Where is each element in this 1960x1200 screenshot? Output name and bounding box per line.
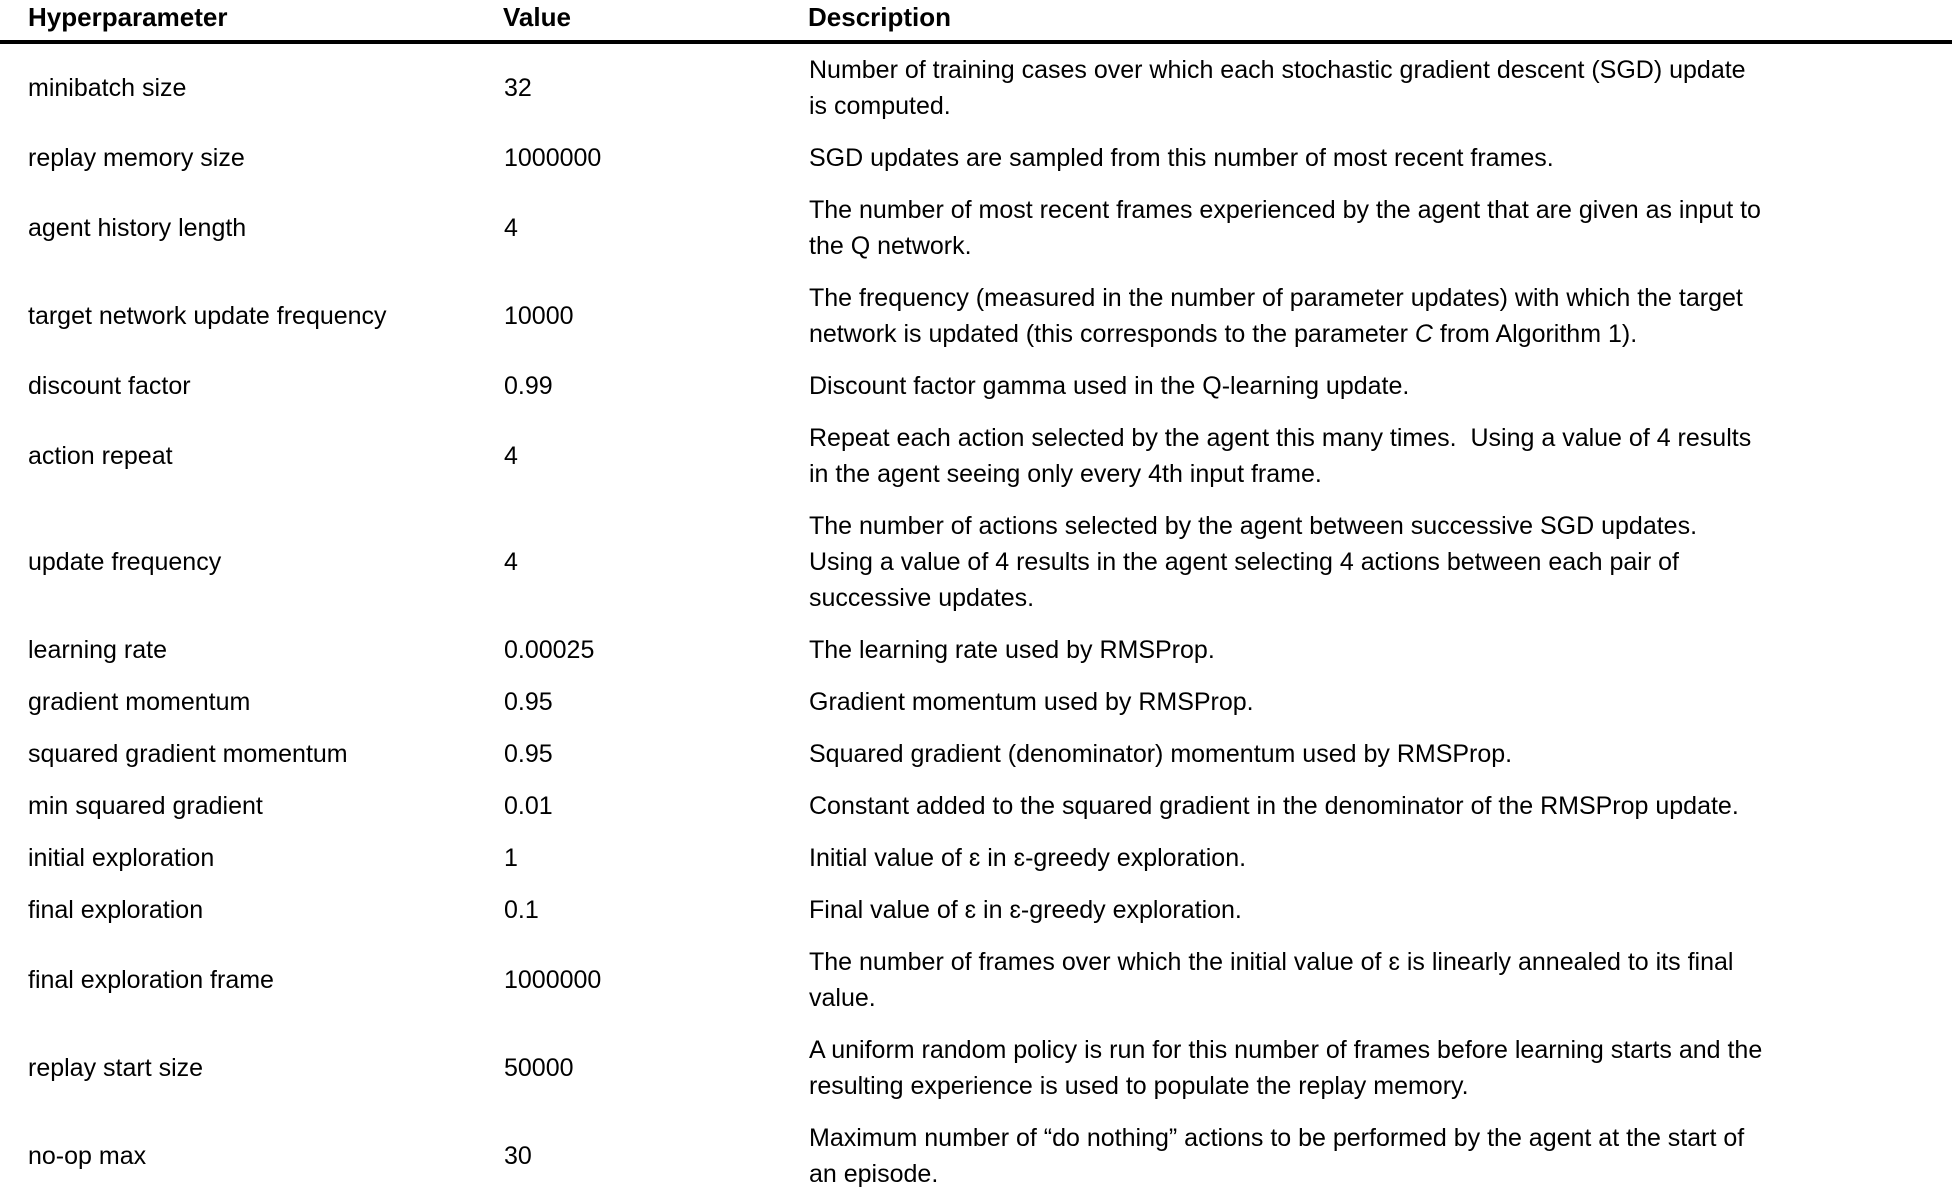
hyperparameter-cell: gradient momentum <box>28 688 251 716</box>
hyperparameter-cell: agent history length <box>28 214 247 242</box>
table-row <box>0 676 1952 728</box>
column-header-value: Value <box>503 2 808 42</box>
hyperparameter-cell: final exploration frame <box>28 966 274 994</box>
description-cell <box>808 728 1952 780</box>
value-cell: 32 <box>504 74 532 102</box>
description-line: Repeat each action selected by the agent this many times. Using a value of 4 results <box>809 424 1752 452</box>
value-cell: 1000000 <box>504 966 602 994</box>
table-row <box>0 1024 1952 1112</box>
value-cell: 50000 <box>504 1054 574 1082</box>
column-header-description: Description <box>808 2 1952 42</box>
value-cell: 10000 <box>504 302 574 330</box>
description-cell <box>808 272 1952 360</box>
table-row <box>0 884 1952 936</box>
description-line: Squared gradient (denominator) momentum used by RMSProp. <box>809 740 1513 768</box>
description-line: Final value of ɛ in ɛ-greedy exploration. <box>809 896 1242 924</box>
description-line: SGD updates are sampled from this number of most recent frames. <box>809 144 1554 172</box>
description-line: A uniform random policy is run for this number of frames before learning starts and the <box>809 1036 1763 1064</box>
table-row <box>0 624 1952 676</box>
value-cell: 0.99 <box>504 372 553 400</box>
table-row <box>0 132 1952 184</box>
hyperparameter-cell: discount factor <box>28 372 191 400</box>
value-cell: 0.01 <box>504 792 553 820</box>
value-cell: 0.1 <box>504 896 539 924</box>
value-cell: 1000000 <box>504 144 602 172</box>
description-cell <box>808 884 1952 936</box>
description-line: Constant added to the squared gradient in the denominator of the RMSProp update. <box>809 792 1739 820</box>
description-line: Gradient momentum used by RMSProp. <box>809 688 1254 716</box>
description-cell <box>808 1024 1952 1112</box>
description-line: network is updated (this corresponds to the parameter C from Algorithm 1). <box>809 320 1638 348</box>
description-line: Number of training cases over which each stochastic gradient descent (SGD) update <box>809 56 1746 84</box>
description-line: in the agent seeing only every 4th input frame. <box>809 460 1322 488</box>
description-cell <box>808 42 1952 132</box>
table-row <box>0 832 1952 884</box>
description-line: Using a value of 4 results in the agent selecting 4 actions between each pair of <box>809 548 1679 576</box>
description-line: Maximum number of “do nothing” actions to be performed by the agent at the start of <box>809 1124 1745 1152</box>
table-row <box>0 42 1952 132</box>
value-cell: 0.95 <box>504 740 553 768</box>
description-line: Initial value of ɛ in ɛ-greedy exploration. <box>809 844 1247 872</box>
description-line: Discount factor gamma used in the Q-learning update. <box>809 372 1410 400</box>
description-cell <box>808 500 1952 624</box>
description-cell <box>808 832 1952 884</box>
description-line: value. <box>809 984 876 1012</box>
description-line: resulting experience is used to populate the replay memory. <box>809 1072 1469 1100</box>
hyperparameter-cell: replay memory size <box>28 144 245 172</box>
table-row <box>0 412 1952 500</box>
value-cell: 0.00025 <box>504 636 595 664</box>
description-cell <box>808 412 1952 500</box>
table-row <box>0 728 1952 780</box>
hyperparameter-cell: squared gradient momentum <box>28 740 348 768</box>
hyperparameter-cell: update frequency <box>28 548 222 576</box>
table-row <box>0 360 1952 412</box>
hyperparameter-cell: learning rate <box>28 636 167 664</box>
hyperparameters-table <box>0 2 1952 1200</box>
table-row <box>0 184 1952 272</box>
column-header-hyperparameter: Hyperparameter <box>0 2 503 42</box>
hyperparameter-cell: final exploration <box>28 896 204 924</box>
hyperparameter-cell: replay start size <box>28 1054 204 1082</box>
value-cell: 0.95 <box>504 688 553 716</box>
description-cell <box>808 132 1952 184</box>
description-cell <box>808 1112 1952 1200</box>
description-line: The number of most recent frames experienced by the agent that are given as input to <box>809 196 1761 224</box>
hyperparameter-cell: no-op max <box>28 1142 147 1170</box>
value-cell: 30 <box>504 1142 532 1170</box>
description-cell <box>808 936 1952 1024</box>
table-row <box>0 780 1952 832</box>
description-line: an episode. <box>809 1160 939 1188</box>
table-header-row <box>0 2 1952 42</box>
value-cell: 4 <box>504 442 518 470</box>
table-row <box>0 936 1952 1024</box>
value-cell: 4 <box>504 548 518 576</box>
hyperparameter-cell: initial exploration <box>28 844 215 872</box>
description-cell <box>808 676 1952 728</box>
table-row <box>0 500 1952 624</box>
table-row <box>0 272 1952 360</box>
hyperparameter-cell: minibatch size <box>28 74 187 102</box>
description-line: The frequency (measured in the number of parameter updates) with which the target <box>809 284 1743 312</box>
description-line: is computed. <box>809 92 951 120</box>
hyperparameter-cell: min squared gradient <box>28 792 263 820</box>
description-cell <box>808 624 1952 676</box>
value-cell: 1 <box>504 844 518 872</box>
description-line: successive updates. <box>809 584 1035 612</box>
description-line: The learning rate used by RMSProp. <box>809 636 1215 664</box>
description-line: The number of actions selected by the agent between successive SGD updates. <box>809 512 1698 540</box>
value-cell: 4 <box>504 214 518 242</box>
hyperparameter-cell: target network update frequency <box>28 302 387 330</box>
description-line: The number of frames over which the initial value of ɛ is linearly annealed to its final <box>809 948 1734 976</box>
description-cell <box>808 184 1952 272</box>
description-cell <box>808 780 1952 832</box>
table-row <box>0 1112 1952 1200</box>
description-cell <box>808 360 1952 412</box>
description-line: the Q network. <box>809 232 972 260</box>
hyperparameter-cell: action repeat <box>28 442 173 470</box>
